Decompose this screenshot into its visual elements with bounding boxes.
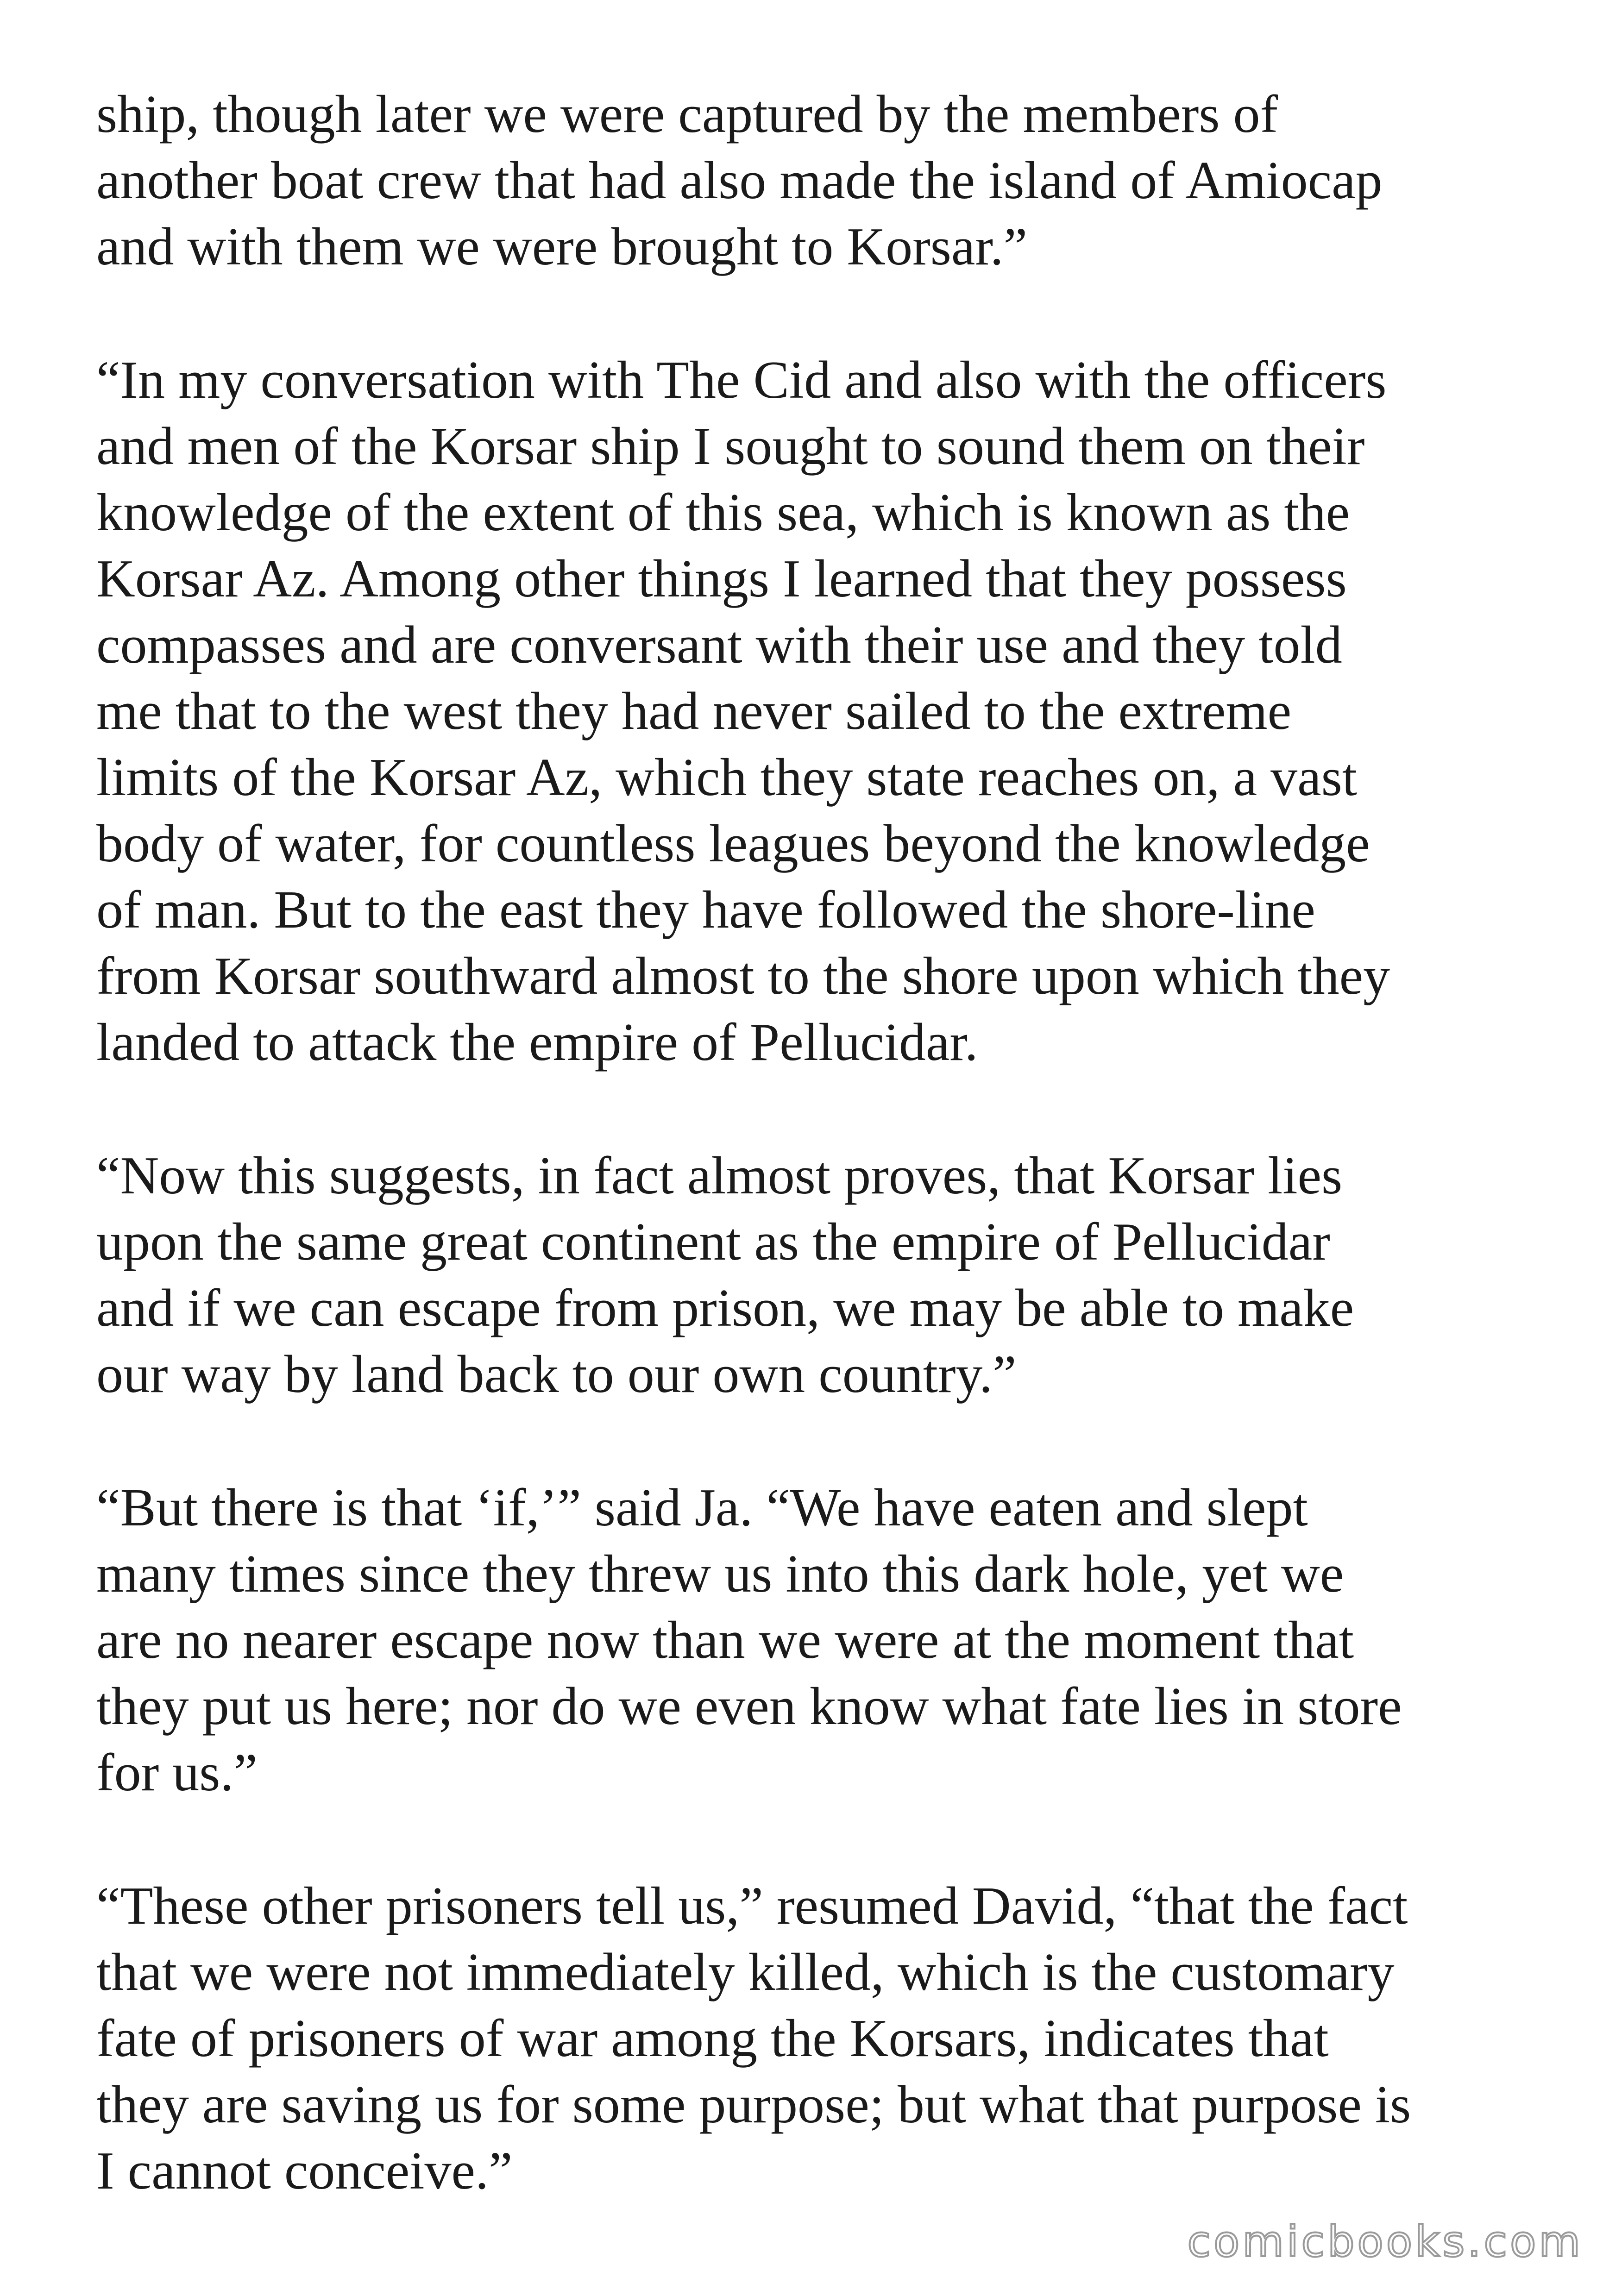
text-line: and with them we were brought to Korsar.” xyxy=(96,217,1028,276)
text-line: “Now this suggests, in fact almost proves, that Korsar lies xyxy=(96,1146,1343,1205)
paragraph-5 xyxy=(96,1873,1551,2204)
text-line: me that to the west they had never sailed to the extreme xyxy=(96,682,1292,741)
text-line: of man. But to the east they have followed the shore-line xyxy=(96,880,1315,940)
text-line: are no nearer escape now than we were at the moment that xyxy=(96,1611,1354,1670)
text-line: they put us here; nor do we even know what fate lies in store xyxy=(96,1677,1402,1736)
text-line: “In my conversation with The Cid and also with the officers xyxy=(96,351,1387,410)
watermark-logo: comicbooks.com xyxy=(1187,2217,1583,2266)
text-line: “But there is that ‘if,’” said Ja. “We have eaten and slept xyxy=(96,1478,1308,1537)
paragraph-2 xyxy=(96,347,1551,1076)
paragraph-3 xyxy=(96,1143,1551,1408)
text-line: landed to attack the empire of Pellucidar. xyxy=(96,1013,978,1072)
text-line: another boat crew that had also made the island of Amiocap xyxy=(96,151,1383,210)
text-line: that we were not immediately killed, which is the customary xyxy=(96,1943,1395,2002)
text-line: I cannot conceive.” xyxy=(96,2141,513,2201)
text-line: ship, though later we were captured by the members of xyxy=(96,85,1278,144)
text-line: limits of the Korsar Az, which they state reaches on, a vast xyxy=(96,748,1357,807)
text-line: and if we can escape from prison, we may be able to make xyxy=(96,1279,1354,1338)
text-line: Korsar Az. Among other things I learned that they possess xyxy=(96,549,1347,609)
paragraph-1 xyxy=(96,82,1551,280)
text-line: upon the same great continent as the empire of Pellucidar xyxy=(96,1212,1330,1272)
text-line: from Korsar southward almost to the shore upon which they xyxy=(96,947,1390,1006)
text-line: “These other prisoners tell us,” resumed David, “that the fact xyxy=(96,1876,1408,1936)
text-line: they are saving us for some purpose; but what that purpose is xyxy=(96,2075,1411,2134)
text-line: for us.” xyxy=(96,1743,258,1802)
text-line: many times since they threw us into this dark hole, yet we xyxy=(96,1544,1344,1604)
text-line: compasses and are conversant with their use and they told xyxy=(96,615,1342,675)
text-line: our way by land back to our own country.” xyxy=(96,1345,1017,1404)
text-line: fate of prisoners of war among the Korsars, indicates that xyxy=(96,2009,1329,2068)
page-body xyxy=(96,82,1551,2271)
paragraph-4 xyxy=(96,1475,1551,1806)
text-line: body of water, for countless leagues beyond the knowledge xyxy=(96,814,1370,873)
text-line: knowledge of the extent of this sea, which is known as the xyxy=(96,483,1350,542)
text-line: and men of the Korsar ship I sought to sound them on their xyxy=(96,417,1365,476)
